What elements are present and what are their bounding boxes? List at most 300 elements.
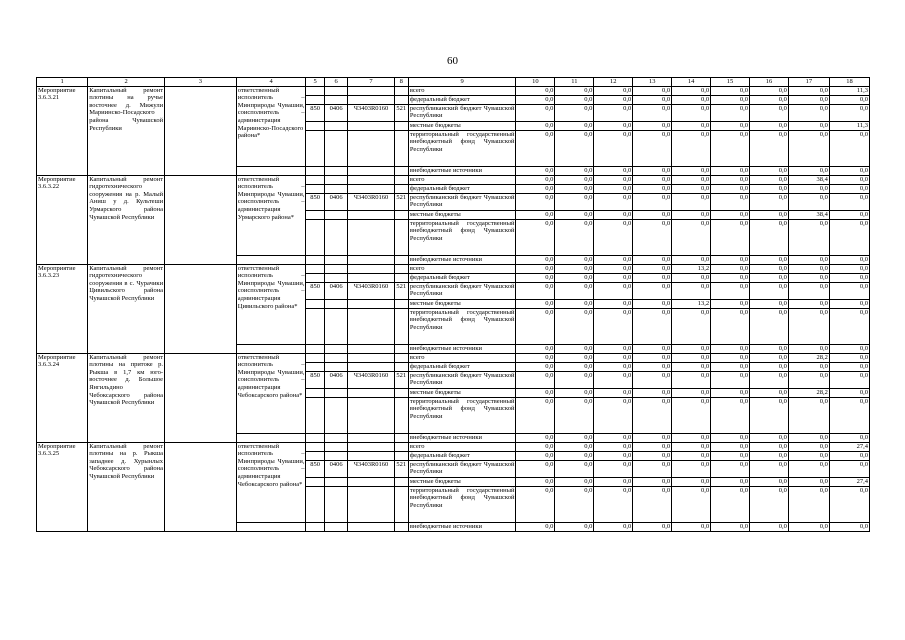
empty-cell — [236, 522, 306, 531]
header-cell: 1 — [37, 78, 88, 87]
value-cell: 0,0 — [555, 522, 594, 531]
value-cell: 0,0 — [672, 121, 711, 130]
value-cell: 0,0 — [633, 193, 672, 210]
value-cell: 0,0 — [672, 433, 711, 442]
value-cell: 0,0 — [672, 86, 711, 95]
value-cell: 0,0 — [788, 282, 829, 299]
event-name: Капитальный ремонт гидротехнического сооружения в с. Чурачики Цивильского района Чувашской Республики — [88, 264, 165, 353]
value-cell: 0,0 — [672, 522, 711, 531]
value-cell: 0,0 — [672, 95, 711, 104]
value-cell: 0,0 — [594, 371, 633, 388]
value-cell: 0,0 — [788, 397, 829, 433]
value-cell: 0,0 — [829, 104, 869, 121]
header-cell: 16 — [750, 78, 789, 87]
funding-source: всего — [408, 353, 516, 362]
empty-cell — [348, 175, 394, 184]
value-cell: 0,0 — [516, 255, 555, 264]
event-name: Капитальный ремонт плотины на р. Рыкша западнее д. Хурынлых Чебоксарского района Чувашской Республики — [88, 442, 165, 531]
value-cell: 11,3 — [829, 86, 869, 95]
empty-cell — [306, 175, 324, 184]
value-cell: 0,0 — [788, 264, 829, 273]
value-cell: 0,0 — [594, 130, 633, 166]
value-cell: 0,0 — [516, 522, 555, 531]
value-cell: 0,0 — [516, 273, 555, 282]
funding-source: территориальный государственный внебюджетный фонд Чувашской Республики — [408, 486, 516, 522]
value-cell: 0,0 — [672, 388, 711, 397]
empty-cell — [324, 486, 348, 522]
empty-cell — [394, 219, 408, 255]
value-cell: 0,0 — [750, 130, 789, 166]
value-cell: 0,0 — [750, 273, 789, 282]
empty-cell — [306, 166, 324, 175]
empty-cell — [348, 477, 394, 486]
value-cell: 0,0 — [516, 282, 555, 299]
value-cell: 0,0 — [555, 299, 594, 308]
value-cell: 0,0 — [633, 522, 672, 531]
value-cell: 0,0 — [594, 193, 633, 210]
empty-cell — [394, 442, 408, 451]
empty-cell — [394, 344, 408, 353]
empty-cell — [394, 255, 408, 264]
value-cell: 0,0 — [516, 130, 555, 166]
funding-source: всего — [408, 442, 516, 451]
page-number: 60 — [447, 55, 458, 67]
empty-cell — [394, 477, 408, 486]
value-cell: 0,0 — [555, 308, 594, 344]
table-row — [37, 86, 870, 95]
value-cell: 0,0 — [829, 460, 869, 477]
value-cell: 0,0 — [829, 299, 869, 308]
header-cell: 18 — [829, 78, 869, 87]
value-cell: 0,0 — [594, 166, 633, 175]
value-cell: 0,0 — [672, 255, 711, 264]
empty-cell — [394, 86, 408, 95]
funding-source: местные бюджеты — [408, 477, 516, 486]
header-cell: 17 — [788, 78, 829, 87]
value-cell: 0,0 — [788, 460, 829, 477]
value-cell: 0,0 — [594, 477, 633, 486]
value-cell: 0,0 — [788, 86, 829, 95]
value-cell: 0,0 — [672, 344, 711, 353]
value-cell: 0,0 — [594, 522, 633, 531]
value-cell: 0,0 — [829, 344, 869, 353]
value-cell: 0,0 — [711, 362, 750, 371]
value-cell: 0,0 — [672, 273, 711, 282]
value-cell: 0,0 — [829, 397, 869, 433]
funding-source: федеральный бюджет — [408, 362, 516, 371]
value-cell: 0,0 — [788, 104, 829, 121]
value-cell: 0,0 — [594, 184, 633, 193]
empty-cell — [236, 344, 306, 353]
value-cell: 0,0 — [633, 299, 672, 308]
code-grbs: 850 — [306, 193, 324, 210]
value-cell: 0,0 — [516, 451, 555, 460]
empty-cell — [306, 522, 324, 531]
empty-cell — [394, 184, 408, 193]
value-cell: 0,0 — [750, 451, 789, 460]
empty-cell — [324, 362, 348, 371]
value-cell: 0,0 — [788, 451, 829, 460]
value-cell: 0,0 — [633, 371, 672, 388]
empty-cell — [394, 362, 408, 371]
value-cell: 0,0 — [516, 397, 555, 433]
empty-cell — [394, 273, 408, 282]
code-target: Ч3403R0160 — [348, 282, 394, 299]
empty-cell — [348, 442, 394, 451]
value-cell: 0,0 — [672, 175, 711, 184]
value-cell: 0,0 — [829, 362, 869, 371]
value-cell: 0,0 — [788, 130, 829, 166]
funding-source: территориальный государственный внебюджетный фонд Чувашской Республики — [408, 130, 516, 166]
value-cell: 0,0 — [829, 433, 869, 442]
header-cell: 10 — [516, 78, 555, 87]
value-cell: 0,0 — [594, 282, 633, 299]
empty-cell — [324, 433, 348, 442]
value-cell: 0,0 — [516, 460, 555, 477]
empty-cell — [306, 130, 324, 166]
table-row — [37, 353, 870, 362]
value-cell: 0,0 — [711, 477, 750, 486]
value-cell: 0,0 — [633, 219, 672, 255]
value-cell: 0,0 — [555, 193, 594, 210]
value-cell: 13,2 — [672, 299, 711, 308]
value-cell: 0,0 — [750, 282, 789, 299]
value-cell: 0,0 — [516, 166, 555, 175]
value-cell: 0,0 — [829, 184, 869, 193]
empty-cell — [324, 299, 348, 308]
header-cell: 15 — [711, 78, 750, 87]
value-cell: 0,0 — [711, 95, 750, 104]
value-cell: 0,0 — [788, 486, 829, 522]
value-cell: 0,0 — [594, 86, 633, 95]
empty-cell — [394, 451, 408, 460]
empty-cell — [348, 121, 394, 130]
value-cell: 0,0 — [594, 299, 633, 308]
value-cell: 0,0 — [750, 362, 789, 371]
empty-cell — [394, 397, 408, 433]
empty-cell — [165, 264, 237, 353]
empty-cell — [348, 299, 394, 308]
header-cell: 4 — [236, 78, 306, 87]
value-cell: 0,0 — [711, 121, 750, 130]
executor-text: ответственный исполнитель – Минприроды Чувашии, соисполнитель – администрация Чебоксарского района* — [236, 442, 306, 522]
executor-text: ответственный исполнитель – Минприроды Чувашии, соисполнитель – администрация Мариинско-Посадского района* — [236, 86, 306, 166]
empty-cell — [306, 255, 324, 264]
value-cell: 0,0 — [711, 255, 750, 264]
value-cell: 27,4 — [829, 477, 869, 486]
header-cell: 12 — [594, 78, 633, 87]
funding-source: внебюджетные источники — [408, 166, 516, 175]
value-cell: 0,0 — [516, 442, 555, 451]
value-cell: 0,0 — [516, 299, 555, 308]
value-cell: 0,0 — [633, 433, 672, 442]
funding-source: федеральный бюджет — [408, 273, 516, 282]
value-cell: 0,0 — [788, 166, 829, 175]
value-cell: 0,0 — [555, 371, 594, 388]
value-cell: 0,0 — [555, 210, 594, 219]
value-cell: 0,0 — [829, 353, 869, 362]
header-cell: 13 — [633, 78, 672, 87]
value-cell: 0,0 — [788, 184, 829, 193]
value-cell: 0,0 — [633, 477, 672, 486]
event-label: Мероприятие 3.6.3.22 — [37, 175, 88, 264]
empty-cell — [348, 308, 394, 344]
empty-cell — [394, 522, 408, 531]
value-cell: 0,0 — [750, 193, 789, 210]
code-grbs: 850 — [306, 104, 324, 121]
value-cell: 0,0 — [750, 121, 789, 130]
code-target: Ч3403R0160 — [348, 371, 394, 388]
value-cell: 0,0 — [788, 299, 829, 308]
empty-cell — [394, 175, 408, 184]
value-cell: 0,0 — [711, 397, 750, 433]
code-type: 521 — [394, 193, 408, 210]
empty-cell — [348, 388, 394, 397]
value-cell: 0,0 — [555, 121, 594, 130]
value-cell: 0,0 — [555, 344, 594, 353]
empty-cell — [394, 121, 408, 130]
empty-cell — [306, 308, 324, 344]
empty-cell — [165, 442, 237, 531]
value-cell: 0,0 — [672, 282, 711, 299]
header-cell: 9 — [408, 78, 516, 87]
value-cell: 0,0 — [711, 193, 750, 210]
value-cell: 0,0 — [633, 388, 672, 397]
empty-cell — [324, 451, 348, 460]
funding-source: республиканский бюджет Чувашской Республики — [409, 460, 515, 476]
value-cell: 0,0 — [516, 486, 555, 522]
value-cell: 0,0 — [516, 388, 555, 397]
event-label: Мероприятие 3.6.3.21 — [37, 86, 88, 175]
value-cell: 0,0 — [516, 362, 555, 371]
value-cell: 0,0 — [829, 219, 869, 255]
value-cell: 0,0 — [555, 104, 594, 121]
empty-cell — [348, 273, 394, 282]
funding-source: территориальный государственный внебюджетный фонд Чувашской Республики — [408, 397, 516, 433]
value-cell: 0,0 — [633, 255, 672, 264]
value-cell: 0,0 — [633, 282, 672, 299]
value-cell: 0,0 — [750, 210, 789, 219]
value-cell: 0,0 — [829, 282, 869, 299]
value-cell: 0,0 — [516, 371, 555, 388]
empty-cell — [348, 344, 394, 353]
value-cell: 38,4 — [788, 175, 829, 184]
empty-cell — [306, 86, 324, 95]
value-cell: 0,0 — [555, 433, 594, 442]
value-cell: 0,0 — [594, 308, 633, 344]
empty-cell — [348, 184, 394, 193]
value-cell: 0,0 — [633, 175, 672, 184]
value-cell: 0,0 — [829, 388, 869, 397]
funding-source: местные бюджеты — [408, 299, 516, 308]
empty-cell — [348, 130, 394, 166]
value-cell: 0,0 — [555, 353, 594, 362]
code-type: 521 — [394, 371, 408, 388]
value-cell: 0,0 — [633, 397, 672, 433]
empty-cell — [306, 210, 324, 219]
event-label: Мероприятие 3.6.3.25 — [37, 442, 88, 531]
value-cell: 28,2 — [788, 353, 829, 362]
value-cell: 0,0 — [750, 433, 789, 442]
value-cell: 0,0 — [555, 451, 594, 460]
value-cell: 0,0 — [788, 477, 829, 486]
empty-cell — [324, 442, 348, 451]
value-cell: 0,0 — [711, 86, 750, 95]
value-cell: 0,0 — [788, 442, 829, 451]
header-cell: 14 — [672, 78, 711, 87]
value-cell: 0,0 — [672, 219, 711, 255]
value-cell: 0,0 — [555, 397, 594, 433]
value-cell: 0,0 — [516, 193, 555, 210]
value-cell: 0,0 — [672, 451, 711, 460]
empty-cell — [165, 86, 237, 175]
value-cell: 0,0 — [750, 166, 789, 175]
empty-cell — [348, 397, 394, 433]
value-cell: 0,0 — [750, 353, 789, 362]
value-cell: 0,0 — [594, 104, 633, 121]
value-cell: 0,0 — [672, 362, 711, 371]
code-section: 0406 — [324, 371, 348, 388]
value-cell: 0,0 — [555, 130, 594, 166]
value-cell: 0,0 — [711, 299, 750, 308]
event-label: Мероприятие 3.6.3.24 — [37, 353, 88, 442]
empty-cell — [348, 95, 394, 104]
value-cell: 0,0 — [633, 86, 672, 95]
value-cell: 0,0 — [672, 184, 711, 193]
header-cell: 11 — [555, 78, 594, 87]
value-cell: 0,0 — [672, 308, 711, 344]
funding-source: республиканский бюджет Чувашской Республики — [409, 282, 515, 298]
header-cell: 6 — [324, 78, 348, 87]
value-cell: 0,0 — [750, 219, 789, 255]
value-cell: 0,0 — [829, 264, 869, 273]
value-cell: 0,0 — [555, 219, 594, 255]
value-cell: 0,0 — [555, 273, 594, 282]
value-cell: 0,0 — [829, 522, 869, 531]
empty-cell — [324, 344, 348, 353]
value-cell: 0,0 — [829, 371, 869, 388]
code-grbs: 850 — [306, 460, 324, 477]
value-cell: 0,0 — [555, 166, 594, 175]
value-cell: 0,0 — [633, 442, 672, 451]
value-cell: 0,0 — [594, 273, 633, 282]
value-cell: 0,0 — [594, 121, 633, 130]
value-cell: 0,0 — [633, 210, 672, 219]
header-cell: 7 — [348, 78, 394, 87]
empty-cell — [324, 130, 348, 166]
value-cell: 0,0 — [750, 442, 789, 451]
value-cell: 0,0 — [672, 442, 711, 451]
empty-cell — [348, 210, 394, 219]
value-cell: 0,0 — [672, 353, 711, 362]
value-cell: 0,0 — [516, 104, 555, 121]
value-cell: 0,0 — [711, 371, 750, 388]
value-cell: 0,0 — [555, 184, 594, 193]
empty-cell — [236, 433, 306, 442]
value-cell: 0,0 — [594, 442, 633, 451]
value-cell: 0,0 — [788, 193, 829, 210]
value-cell: 0,0 — [711, 442, 750, 451]
empty-cell — [306, 299, 324, 308]
value-cell: 0,0 — [788, 522, 829, 531]
code-section: 0406 — [324, 104, 348, 121]
empty-cell — [306, 442, 324, 451]
empty-cell — [324, 166, 348, 175]
value-cell: 0,0 — [829, 166, 869, 175]
value-cell: 0,0 — [788, 344, 829, 353]
funding-source: федеральный бюджет — [408, 184, 516, 193]
value-cell: 0,0 — [750, 308, 789, 344]
value-cell: 11,3 — [829, 121, 869, 130]
header-row — [37, 78, 870, 87]
value-cell: 0,0 — [711, 282, 750, 299]
value-cell: 0,0 — [788, 433, 829, 442]
value-cell: 0,0 — [555, 362, 594, 371]
value-cell: 0,0 — [672, 397, 711, 433]
value-cell: 0,0 — [633, 460, 672, 477]
value-cell: 0,0 — [594, 210, 633, 219]
value-cell: 0,0 — [555, 477, 594, 486]
empty-cell — [348, 486, 394, 522]
empty-cell — [324, 255, 348, 264]
empty-cell — [324, 308, 348, 344]
empty-cell — [348, 219, 394, 255]
empty-cell — [324, 210, 348, 219]
code-target: Ч3403R0160 — [348, 193, 394, 210]
value-cell: 0,0 — [672, 166, 711, 175]
value-cell: 0,0 — [633, 344, 672, 353]
value-cell: 0,0 — [750, 460, 789, 477]
empty-cell — [348, 362, 394, 371]
value-cell: 0,0 — [829, 175, 869, 184]
empty-cell — [324, 121, 348, 130]
value-cell: 0,0 — [711, 451, 750, 460]
value-cell: 0,0 — [594, 344, 633, 353]
value-cell: 0,0 — [711, 264, 750, 273]
value-cell: 0,0 — [750, 184, 789, 193]
empty-cell — [348, 255, 394, 264]
value-cell: 0,0 — [829, 130, 869, 166]
value-cell: 0,0 — [633, 451, 672, 460]
value-cell: 0,0 — [788, 95, 829, 104]
value-cell: 0,0 — [633, 273, 672, 282]
empty-cell — [348, 433, 394, 442]
value-cell: 0,0 — [672, 460, 711, 477]
empty-cell — [306, 273, 324, 282]
value-cell: 0,0 — [788, 362, 829, 371]
empty-cell — [394, 353, 408, 362]
empty-cell — [306, 95, 324, 104]
value-cell: 0,0 — [711, 184, 750, 193]
funding-source: местные бюджеты — [408, 121, 516, 130]
value-cell: 0,0 — [829, 95, 869, 104]
empty-cell — [394, 433, 408, 442]
code-type: 521 — [394, 282, 408, 299]
funding-source: внебюджетные источники — [408, 522, 516, 531]
event-label: Мероприятие 3.6.3.23 — [37, 264, 88, 353]
value-cell: 0,0 — [711, 273, 750, 282]
empty-cell — [236, 255, 306, 264]
value-cell: 0,0 — [594, 451, 633, 460]
value-cell: 0,0 — [672, 193, 711, 210]
empty-cell — [306, 451, 324, 460]
value-cell: 0,0 — [516, 86, 555, 95]
code-type: 521 — [394, 104, 408, 121]
value-cell: 0,0 — [750, 522, 789, 531]
empty-cell — [324, 175, 348, 184]
value-cell: 0,0 — [711, 388, 750, 397]
value-cell: 0,0 — [711, 130, 750, 166]
